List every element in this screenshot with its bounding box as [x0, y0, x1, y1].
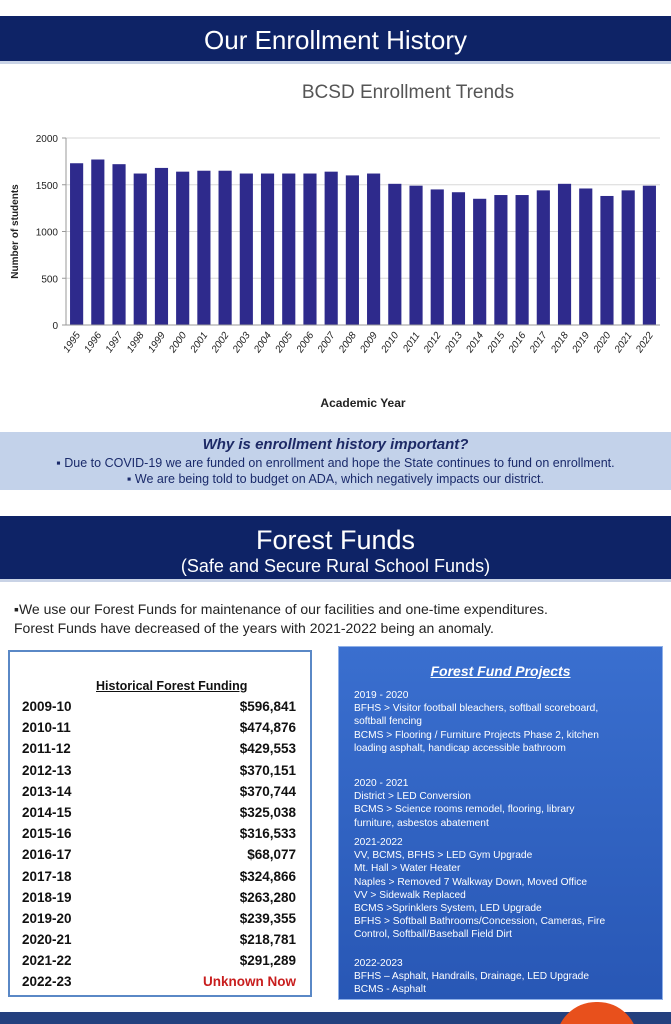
project-year-heading: 2019 - 2020 — [354, 690, 409, 701]
bar-2015 — [494, 195, 507, 325]
forest-funds-title: Forest Funds — [255, 525, 416, 555]
funding-amount: $370,151 — [239, 762, 296, 778]
funding-row — [22, 782, 310, 803]
x-tick-label: 2021 — [612, 330, 635, 355]
funding-amount: $474,876 — [239, 720, 296, 736]
project-line: loading asphalt, handicap accessible bathroom — [354, 742, 566, 754]
funding-row — [22, 888, 310, 909]
funding-amount: $263,280 — [239, 889, 296, 905]
funding-year: 2018-19 — [22, 889, 72, 905]
historical-funding-title: Historical Forest Funding — [96, 679, 248, 693]
bar-2014 — [473, 199, 486, 325]
x-tick-label: 2019 — [570, 330, 593, 355]
projects-box — [338, 646, 663, 1000]
funding-amount: $324,866 — [239, 868, 296, 884]
enrollment-banner — [0, 16, 671, 64]
project-line: furniture, asbestos abatement — [354, 817, 489, 829]
project-line: Naples > Removed 7 Walkway Down, Moved Office — [354, 876, 587, 888]
x-tick-label: 2001 — [188, 330, 211, 355]
enrollment-banner-title: Our Enrollment History — [204, 25, 467, 55]
x-tick-label: 2007 — [315, 330, 338, 355]
bar-1999 — [155, 168, 168, 325]
x-tick-label: 1998 — [124, 330, 147, 355]
project-line: BCMS >Sprinklers System, LED Upgrade — [354, 903, 542, 915]
bar-2010 — [388, 184, 401, 325]
bar-2008 — [346, 175, 359, 325]
project-year-block — [354, 957, 650, 997]
bar-2000 — [176, 172, 189, 325]
bar-1996 — [91, 160, 104, 325]
bar-2020 — [600, 196, 613, 325]
y-tick-label: 500 — [41, 274, 58, 286]
bar-1997 — [112, 164, 125, 325]
project-line: BFHS > Softball Bathrooms/Concession, Cameras, Fire — [354, 916, 606, 928]
x-tick-label: 2017 — [528, 330, 550, 355]
x-tick-label: 2011 — [401, 330, 423, 355]
x-tick-label: 2012 — [421, 330, 444, 355]
funding-amount: $239,355 — [239, 910, 296, 926]
y-tick-label: 2000 — [35, 134, 58, 145]
funding-year: 2019-20 — [22, 910, 72, 926]
bar-1995 — [70, 163, 83, 325]
x-tick-label: 1996 — [82, 330, 105, 355]
bar-2013 — [452, 192, 465, 325]
x-tick-label: 2013 — [443, 330, 465, 355]
projects-title: Forest Fund Projects — [430, 663, 571, 679]
x-tick-label: 2005 — [273, 330, 296, 355]
why-panel — [0, 432, 671, 490]
funding-year: 2021-22 — [22, 953, 72, 969]
x-tick-label: 2003 — [231, 330, 253, 355]
funding-amount: Unknown Now — [203, 974, 296, 990]
why-line-1: ▪ Due to COVID-19 we are funded on enrollment and hope the State continues to fund on enrollment. — [56, 456, 615, 470]
project-year-block — [354, 836, 650, 942]
project-line: BCMS > Science rooms remodel, flooring, library — [354, 804, 575, 816]
funding-row — [22, 972, 310, 993]
project-year-heading: 2022-2023 — [354, 958, 403, 969]
funding-year: 2009-10 — [22, 699, 72, 714]
funding-year: 2016-17 — [22, 847, 72, 863]
project-line: BCMS > Flooring / Furniture Projects Phase 2, kitchen — [354, 729, 599, 741]
bar-2005 — [282, 174, 295, 325]
project-line: VV, BCMS, BFHS > LED Gym Upgrade — [354, 850, 533, 862]
x-tick-label: 2000 — [167, 330, 190, 355]
funding-amount: $325,038 — [239, 804, 296, 820]
intro-line-1: ▪We use our Forest Funds for maintenance of our facilities and one-time expenditures. — [14, 601, 548, 617]
historical-funding-table — [22, 697, 310, 994]
project-year-block — [354, 777, 650, 830]
x-tick-label: 2009 — [358, 330, 381, 355]
funding-year: 2012-13 — [22, 762, 72, 778]
x-tick-label: 2016 — [506, 330, 529, 355]
x-tick-label: 2008 — [337, 330, 359, 355]
bar-1998 — [134, 174, 147, 325]
funding-row — [22, 803, 310, 824]
bar-2018 — [558, 184, 571, 325]
funding-row — [22, 930, 310, 951]
funding-row — [22, 697, 310, 718]
y-axis-label: Number of students — [10, 184, 21, 279]
bar-2019 — [579, 188, 592, 325]
x-tick-label: 2010 — [379, 330, 402, 355]
bar-2011 — [409, 186, 422, 325]
historical-funding-box — [8, 650, 312, 997]
project-year-heading: 2020 - 2021 — [354, 778, 409, 789]
bar-2006 — [303, 174, 316, 325]
x-axis-label: Academic Year — [320, 396, 406, 410]
project-line: BFHS – Asphalt, Handrails, Drainage, LED Upgrade — [354, 971, 589, 983]
funding-year: 2015-16 — [22, 826, 72, 842]
funding-amount: $291,289 — [239, 953, 296, 969]
x-tick-label: 2014 — [464, 330, 487, 355]
project-line: softball fencing — [354, 716, 422, 728]
bar-2004 — [261, 174, 274, 325]
funding-row — [22, 867, 310, 888]
funding-row — [22, 909, 310, 930]
funding-row — [22, 951, 310, 972]
bar-2012 — [431, 189, 444, 325]
y-tick-label: 0 — [52, 321, 58, 332]
forest-funds-intro — [14, 600, 664, 638]
funding-amount: $316,533 — [239, 826, 296, 842]
x-tick-label: 2006 — [294, 330, 317, 355]
funding-amount: $429,553 — [239, 741, 296, 757]
x-tick-label: 1999 — [146, 330, 168, 355]
bar-2007 — [325, 172, 338, 325]
forest-funds-subtitle: (Safe and Secure Rural School Funds) — [180, 556, 491, 576]
project-line: District > LED Conversion — [354, 791, 471, 803]
funding-row — [22, 761, 310, 782]
project-line: Control, Softball/Baseball Field Dirt — [354, 929, 512, 941]
funding-row — [22, 739, 310, 760]
funding-row — [22, 845, 310, 866]
funding-year: 2022-23 — [22, 974, 72, 990]
why-line-2: ▪ We are being told to budget on ADA, which negatively impacts our district. — [127, 472, 544, 486]
x-tick-label: 2004 — [252, 330, 274, 355]
bar-2016 — [516, 195, 529, 325]
bar-2001 — [197, 171, 210, 325]
bar-2021 — [622, 190, 635, 325]
enrollment-chart — [0, 70, 671, 420]
funding-amount: $68,077 — [247, 847, 296, 863]
x-tick-label: 1995 — [61, 330, 84, 355]
project-line: BFHS > Visitor football bleachers, softball scoreboard, — [354, 703, 599, 715]
funding-year: 2010-11 — [22, 720, 71, 736]
x-tick-label: 2002 — [209, 330, 232, 355]
x-tick-label: 2022 — [634, 330, 656, 355]
funding-row — [22, 718, 310, 739]
intro-line-2: Forest Funds have decreased of the years with 2021-2022 being an anomaly. — [14, 620, 494, 636]
decorative-orange-shape — [556, 1002, 638, 1024]
x-tick-label: 2020 — [591, 330, 614, 355]
project-year-block — [354, 689, 650, 755]
funding-year: 2014-15 — [22, 804, 72, 820]
project-line: BCMS - Asphalt — [354, 984, 426, 996]
funding-year: 2020-21 — [22, 932, 72, 948]
project-line: VV > Sidewalk Replaced — [354, 889, 466, 901]
bar-2017 — [537, 190, 550, 325]
funding-amount: $218,781 — [239, 932, 296, 948]
funding-amount: $370,744 — [239, 783, 296, 799]
chart-title: BCSD Enrollment Trends — [301, 82, 515, 103]
bar-2003 — [240, 174, 253, 325]
funding-year: 2013-14 — [22, 783, 72, 799]
funding-amount: $596,841 — [239, 699, 296, 714]
project-line: Mt. Hall > Water Heater — [354, 863, 461, 875]
why-heading: Why is enrollment history important? — [202, 436, 469, 453]
bar-2022 — [643, 186, 656, 325]
funding-row — [22, 824, 310, 845]
x-tick-label: 2015 — [485, 330, 508, 355]
bar-2009 — [367, 174, 380, 325]
y-tick-label: 1000 — [35, 227, 58, 239]
x-tick-label: 2018 — [549, 330, 571, 355]
project-year-heading: 2021-2022 — [354, 837, 403, 848]
funding-year: 2017-18 — [22, 868, 72, 884]
bar-2002 — [219, 171, 232, 325]
y-tick-label: 1500 — [35, 180, 58, 192]
forest-funds-banner — [0, 516, 671, 582]
funding-year: 2011-12 — [22, 741, 71, 757]
x-tick-label: 1997 — [103, 330, 126, 355]
